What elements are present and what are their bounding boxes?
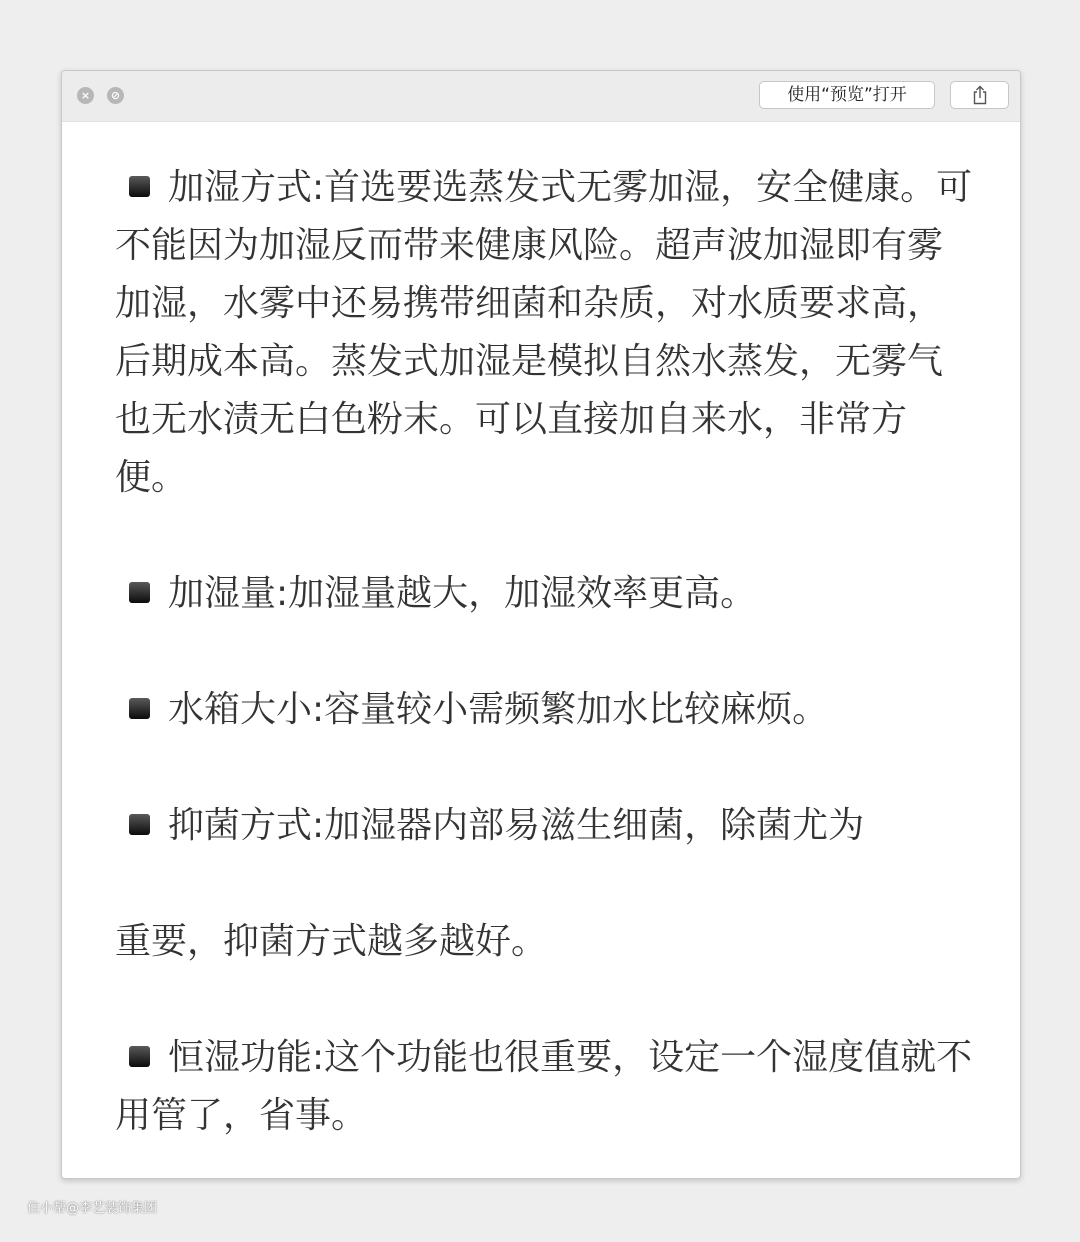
document-content	[115, 159, 975, 1145]
paragraph-text: 水箱大小:容量较小需频繁加水比较麻烦。	[168, 689, 829, 730]
open-with-preview-button[interactable]: 使用“预览”打开	[759, 81, 935, 109]
quick-look-window	[61, 70, 1021, 1179]
bullet-square-icon	[129, 1046, 150, 1067]
paragraph-text: 恒湿功能:这个功能也很重要，设定一个湿度值就不用管了，省事。	[115, 1037, 973, 1136]
share-button[interactable]	[950, 81, 1009, 109]
close-icon[interactable]: ×	[77, 87, 94, 104]
paragraph-humidification-method	[115, 159, 975, 507]
paragraph-text: 加湿量:加湿量越大，加湿效率更高。	[168, 573, 757, 614]
paragraph-humidification-amount	[115, 565, 975, 623]
minimize-icon[interactable]: ⊘	[107, 87, 124, 104]
bullet-square-icon	[129, 582, 150, 603]
paragraph-antibacterial-continued	[115, 913, 975, 971]
bullet-square-icon	[129, 698, 150, 719]
paragraph-constant-humidity	[115, 1029, 975, 1145]
share-icon	[971, 85, 989, 105]
paragraph-text: 加湿方式:首选要选蒸发式无雾加湿，安全健康。可不能因为加湿反而带来健康风险。超声波加湿即有雾加湿，水雾中还易携带细菌和杂质，对水质要求高，后期成本高。蒸发式加湿是模拟自然水蒸发，无雾气也无水渍无白色粉末。可以直接加自来水，非常方便。	[115, 167, 973, 498]
paragraph-antibacterial-method	[115, 797, 975, 855]
watermark: 住小帮@李艺装饰集团	[27, 1201, 158, 1216]
bullet-square-icon	[129, 176, 150, 197]
paragraph-tank-size	[115, 681, 975, 739]
paragraph-text: 抑菌方式:加湿器内部易滋生细菌，除菌尤为	[168, 805, 865, 846]
paragraph-text: 重要，抑菌方式越多越好。	[115, 921, 548, 962]
bullet-square-icon	[129, 814, 150, 835]
window-titlebar	[62, 71, 1020, 122]
